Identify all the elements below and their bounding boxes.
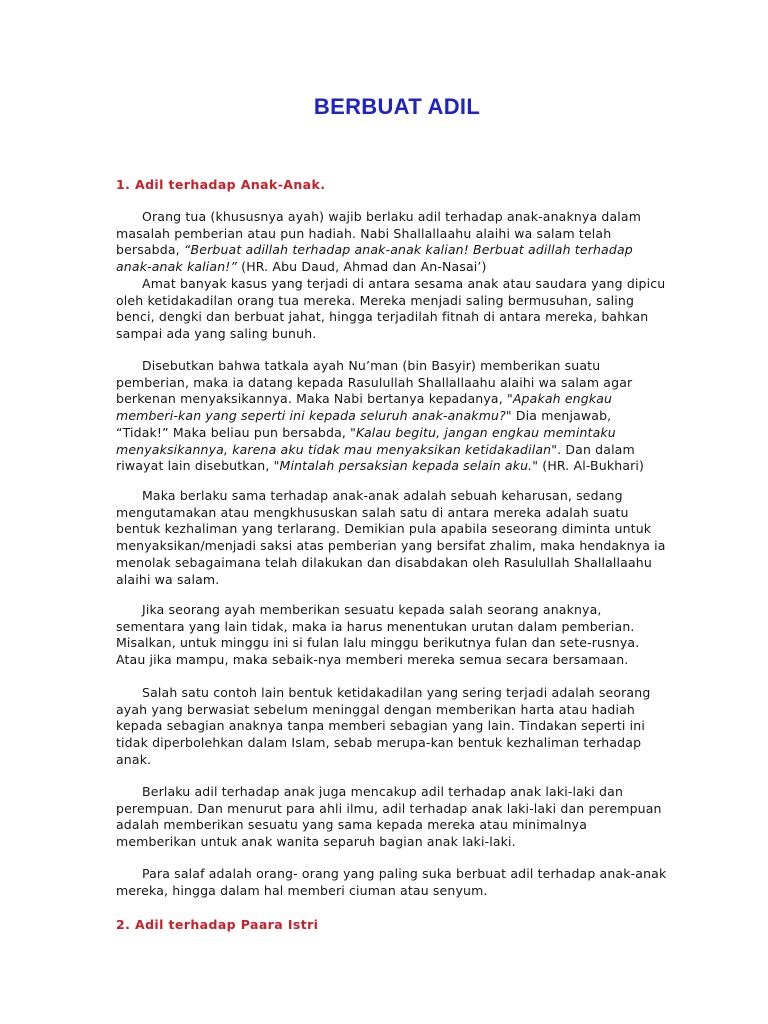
paragraph-2 (116, 276, 682, 343)
paragraph-8 (116, 866, 682, 899)
paragraph-5 (116, 602, 682, 669)
paragraph-7 (116, 784, 682, 851)
paragraph-4 (116, 488, 682, 588)
paragraph-line: Maka berlaku sama terhadap anak-anak adalah sebuah keharusan, sedang (142, 488, 623, 503)
text-run: “Tidak!” Maka beliau pun bersabda, (116, 424, 351, 440)
paragraph-line: Disebutkan bahwa tatkala ayah Nu’man (bin Basyir) memberikan suatu (142, 358, 601, 373)
paragraph-line: mereka, hingga dalam hal memberi ciuman atau senyum. (116, 882, 488, 898)
paragraph-line: Jika seorang ayah memberikan sesuatu kepada salah seorang anaknya, (142, 602, 602, 617)
paragraph-line: mengutamakan atau mengkhususkan salah satu di antara mereka adalah suatu (116, 504, 629, 520)
paragraph-line: Orang tua (khususnya ayah) wajib berlaku adil terhadap anak-anaknya dalam (142, 209, 642, 224)
hadith-quote: memberi-kan yang seperti ini kepada seluruh anak-anakmu?" (116, 408, 512, 424)
paragraph-line: Misalkan, untuk minggu ini si fulan lalu minggu berikutnya fulan dan sete-rusnya. (116, 635, 640, 651)
paragraph-line: menolak sebagaimana telah dilakukan dan disabdakan oleh Rasulullah Shallallaahu (116, 554, 652, 570)
document-title: BERBUAT ADIL (313, 94, 481, 119)
paragraph-line: bentuk kezhaliman yang terlarang. Demikian pula apabila seseorang diminta untuk (116, 521, 652, 537)
paragraph-line: kepada sebagian anaknya tanpa memberi sebagian yang lain. Tindakan seperti ini (116, 718, 645, 734)
paragraph-1 (116, 209, 682, 276)
hadith-quote: menyaksikannya, karena aku tidak mau menyaksikan ketidakadilan" (116, 441, 558, 457)
paragraph-line (116, 458, 682, 475)
paragraph-line: oleh ketidakadilan orang tua mereka. Mereka menjadi saling bermusuhan, saling (116, 292, 635, 308)
text-run: . Dan dalam (557, 441, 635, 457)
paragraph-line: Atau jika mampu, maka sebaik-nya memberi mereka semua secara bersamaan. (116, 652, 629, 668)
paragraph-line: Salah satu contoh lain bentuk ketidakadilan yang sering terjadi adalah seorang (142, 685, 651, 700)
paragraph-line: perempuan. Dan menurut para ahli ilmu, adil terhadap anak laki-laki dan perempuan (116, 800, 662, 816)
paragraph-line: alaihi wa salam. (116, 571, 220, 587)
hadith-quote: anak-anak kalian!” (116, 259, 238, 275)
paragraph-line (116, 391, 682, 408)
citation: (HR. Al-Bukhari) (538, 458, 645, 474)
paragraph-line (116, 442, 682, 459)
text-run: berkenan menyaksikannya. Maka Nabi bertanya kepadanya, (116, 391, 507, 407)
paragraph-line: sampai ada yang saling bunuh. (116, 326, 317, 342)
paragraph-line: Amat banyak kasus yang terjadi di antara sesama anak atau saudara yang dipicu (142, 276, 666, 291)
text-run: bersabda, (116, 242, 184, 258)
hadith-quote: "Kalau begitu, jangan engkau memintaku (350, 424, 616, 440)
paragraph-line: anak. (116, 751, 152, 767)
paragraph-line: memberikan untuk anak wanita separuh bagian anak laki-laki. (116, 834, 516, 850)
paragraph-line (116, 259, 682, 276)
paragraph-line (116, 242, 682, 259)
text-run: riwayat lain disebutkan, (116, 458, 274, 474)
citation: (HR. Abu Daud, Ahmad dan An-Nasai’) (237, 259, 487, 275)
paragraph-line: benci, dengki dan berbuat jahat, hingga terjadilah fitnah di antara mereka, bahkan (116, 309, 649, 325)
paragraph-line (116, 425, 682, 442)
hadith-quote: "Mintalah persaksian kepada selain aku." (273, 458, 539, 474)
paragraph-6 (116, 685, 682, 769)
paragraph-line: masalah pemberian atau pun hadiah. Nabi Shallallaahu alaihi wa salam telah (116, 225, 612, 241)
paragraph-line: Para salaf adalah orang- orang yang paling suka berbuat adil terhadap anak-anak (142, 866, 667, 881)
paragraph-line: Berlaku adil terhadap anak juga mencakup adil terhadap anak laki-laki dan (142, 784, 624, 799)
text-run: Dia menjawab, (511, 408, 612, 424)
paragraph-line: ayah yang berwasiat sebelum meninggal dengan memberikan harta atau hadiah (116, 701, 635, 717)
section-heading-2: 2. Adil terhadap Paara Istri (116, 917, 319, 932)
hadith-quote: "Apakah engkau (506, 391, 613, 407)
hadith-quote: “Berbuat adillah terhadap anak-anak kalian! Berbuat adillah terhadap (183, 242, 633, 258)
paragraph-line: adalah memberikan sesuatu yang sama kepada mereka atau minimalnya (116, 817, 588, 833)
paragraph-line: tidak diperbolehkan dalam Islam, sebab merupa-kan bentuk kezhaliman terhadap (116, 735, 642, 751)
paragraph-line (116, 408, 682, 425)
paragraph-line: sementara yang lain tidak, maka ia harus menentukan urutan dalam pemberian. (116, 618, 635, 634)
paragraph-line: menyaksikan/menjadi saksi atas pemberian yang bersifat zhalim, maka hendaknya ia (116, 538, 666, 554)
section-heading-1: 1. Adil terhadap Anak-Anak. (116, 177, 326, 192)
paragraph-3 (116, 358, 682, 475)
paragraph-line: pemberian, maka ia datang kepada Rasulullah Shallallaahu alaihi wa salam agar (116, 374, 633, 390)
